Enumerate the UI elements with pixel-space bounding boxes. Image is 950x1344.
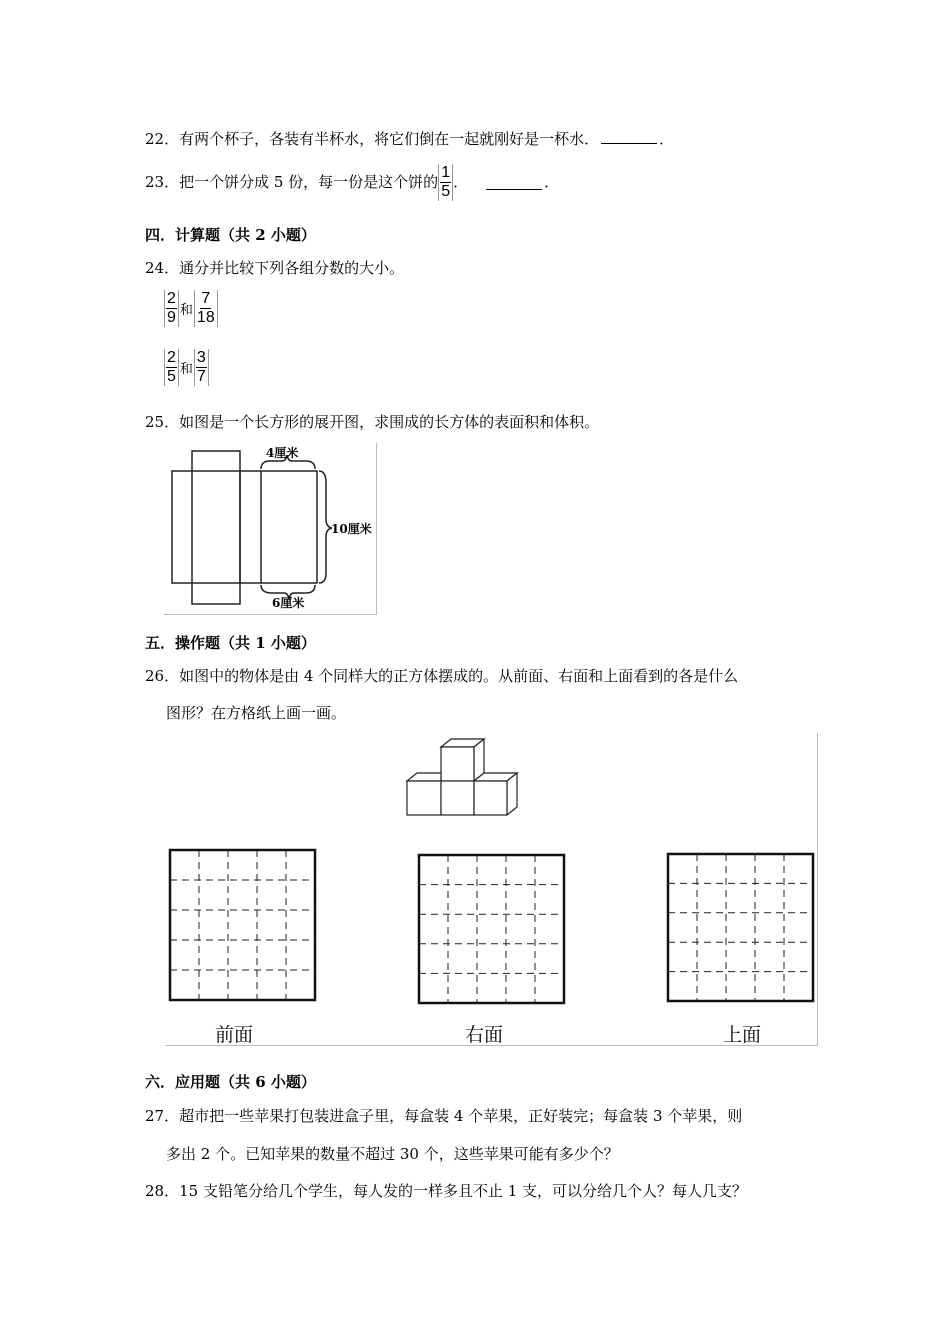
question-26-line2: 图形？在方格纸上画一画。 <box>166 704 347 722</box>
question-text: 把一个饼分成 5 份，每一份是这个饼的 <box>179 173 439 191</box>
question-text: 超市把一些苹果打包装进盒子里，每盒装 4 个苹果，正好装完；每盒装 3 个苹果，则 <box>179 1107 743 1125</box>
question-number: 27． <box>145 1107 180 1125</box>
cubes-and-grids <box>165 733 817 1045</box>
question-text: 如图中的物体是由 4 个同样大的正方体摆成的。从前面、右面和上面看到的各是什么 <box>179 667 739 685</box>
question-27 <box>145 1106 742 1126</box>
answer-blank[interactable] <box>601 129 657 144</box>
fraction: $\frac{2}{5}$ <box>164 349 179 386</box>
question-23: 23． 把一个饼分成 5 份，每一份是这个饼的 $\frac{1}{5}$ ． ． <box>145 163 560 200</box>
dimension-label-top: 4厘米 <box>266 446 299 460</box>
question-text: 15 支铅笔分给几个学生，每人发的一样多且不止 1 支，可以分给几个人？每人几支？ <box>179 1182 748 1200</box>
grid-paper-right[interactable] <box>419 855 564 1003</box>
net-diagram <box>164 443 377 615</box>
question-27-line2: 多出 2 个。已知苹果的数量不超过 30 个，这些苹果可能有多少个？ <box>166 1145 619 1163</box>
question-number: 26． <box>145 667 180 685</box>
section-heading: 五．操作题（共 1 小题） <box>145 634 316 652</box>
question-number: 23． <box>145 173 180 191</box>
question-number: 25． <box>145 413 180 431</box>
fraction: $\frac{7}{18}$ <box>194 290 218 327</box>
question-22: 22．有两个杯子，各装有半杯水，将它们倒在一起就刚好是一杯水． ． <box>145 130 675 148</box>
cube-stack-drawing <box>407 739 517 815</box>
cuboid-net-drawing <box>164 443 376 614</box>
question-number: 22． <box>145 130 180 148</box>
dimension-label-right: 10厘米 <box>331 522 372 536</box>
grid-paper-top[interactable] <box>668 854 813 1001</box>
question-text: 通分并比较下列各组分数的大小。 <box>179 259 405 277</box>
dimension-label-bottom: 6厘米 <box>272 596 305 610</box>
caption-top: 上面 <box>723 1025 762 1045</box>
cube-figure-panel <box>165 733 818 1046</box>
question-28 <box>145 1181 747 1201</box>
section-heading: 四．计算题（共 2 小题） <box>145 226 316 244</box>
question-number: 28． <box>145 1182 180 1200</box>
question-text: 有两个杯子，各装有半杯水，将它们倒在一起就刚好是一杯水． <box>179 130 600 148</box>
fraction: $\frac{1}{5}$ <box>438 164 453 201</box>
question-text: 如图是一个长方形的展开图，求围成的长方体的表面积和体积。 <box>179 413 600 431</box>
caption-front: 前面 <box>215 1025 254 1045</box>
question-26 <box>145 666 738 686</box>
question-24 <box>145 258 404 278</box>
question-number: 24． <box>145 259 180 277</box>
answer-blank[interactable] <box>486 175 542 190</box>
section-heading: 六．应用题（共 6 小题） <box>145 1073 316 1091</box>
grid-paper-front[interactable] <box>170 850 315 1000</box>
question-25 <box>145 412 599 432</box>
fraction: $\frac{3}{7}$ <box>194 349 209 386</box>
fraction-pair-1: $\frac{2}{9}$ 和 $\frac{7}{18}$ <box>164 290 218 327</box>
caption-right: 右面 <box>465 1025 504 1045</box>
fraction-pair-2: $\frac{2}{5}$ 和 $\frac{3}{7}$ <box>164 349 209 386</box>
fraction: $\frac{2}{9}$ <box>164 290 179 327</box>
